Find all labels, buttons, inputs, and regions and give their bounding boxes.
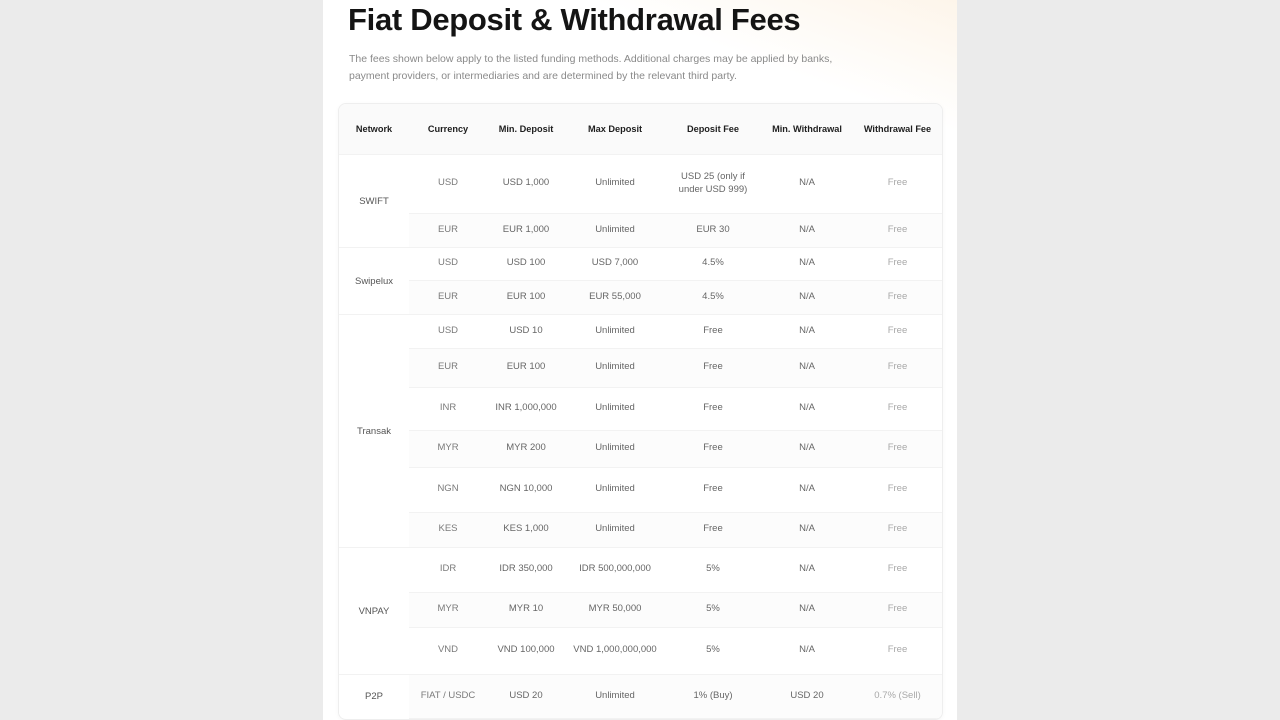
cell-max-deposit: Unlimited <box>595 177 635 189</box>
cell-min-withdrawal: N/A <box>799 603 815 615</box>
page-description: The fees shown below apply to the listed funding methods. Additional charges may be applied by banks, payment providers, or intermediaries and are determined by the relevant third party. <box>349 53 833 82</box>
row-divider <box>409 467 942 468</box>
cell-min-deposit: EUR 100 <box>506 290 546 302</box>
cell-currency: IDR <box>439 563 457 575</box>
cell-deposit-fee: 5% <box>706 644 720 656</box>
cell-min-deposit: MYR 10 <box>508 603 544 615</box>
table-row <box>339 314 942 348</box>
row-divider <box>409 213 942 214</box>
cell-withdrawal-fee: Free <box>887 483 908 495</box>
cell-deposit-fee: Free <box>703 442 723 454</box>
cell-withdrawal-fee: Free <box>887 257 908 269</box>
table-row <box>339 387 942 430</box>
cell-max-deposit: Unlimited <box>595 361 635 373</box>
row-divider <box>409 718 942 719</box>
table-header-row <box>339 104 942 154</box>
cell-max-deposit: Unlimited <box>595 324 635 336</box>
cell-withdrawal-fee: Free <box>887 644 908 656</box>
cell-min-withdrawal: N/A <box>799 257 815 269</box>
header-deposit-fee: Deposit Fee <box>686 123 740 134</box>
row-divider <box>409 280 942 281</box>
cell-withdrawal-fee: Free <box>887 563 908 575</box>
cell-currency: EUR <box>437 223 459 235</box>
header-withdrawal-fee: Withdrawal Fee <box>863 123 932 134</box>
cell-max-deposit: Unlimited <box>595 442 635 454</box>
page-title: Fiat Deposit & Withdrawal Fees <box>348 2 801 37</box>
table-row <box>339 627 942 674</box>
table-row <box>339 154 942 213</box>
cell-min-withdrawal: N/A <box>799 402 815 414</box>
cell-max-deposit: USD 7,000 <box>591 257 639 269</box>
cell-withdrawal-fee: Free <box>887 523 908 535</box>
cell-min-withdrawal: N/A <box>799 361 815 373</box>
header-max-deposit: Max Deposit <box>587 123 643 134</box>
cell-max-deposit: Unlimited <box>595 689 635 701</box>
cell-withdrawal-fee: Free <box>887 442 908 454</box>
cell-min-deposit: EUR 1,000 <box>502 223 550 235</box>
cell-withdrawal-fee: Free <box>887 603 908 615</box>
cell-deposit-fee: 1% (Buy) <box>693 689 733 701</box>
row-divider <box>409 592 942 593</box>
cell-min-deposit: MYR 200 <box>506 442 546 454</box>
cell-deposit-fee <box>665 154 761 213</box>
cell-currency: USD <box>437 177 459 189</box>
cell-min-withdrawal: N/A <box>799 177 815 189</box>
table-row <box>339 280 942 314</box>
row-divider <box>409 627 942 628</box>
cell-withdrawal-fee: Free <box>887 361 908 373</box>
row-divider <box>339 674 942 675</box>
cell-deposit-fee: Free <box>703 324 723 336</box>
cell-deposit-fee: 4.5% <box>702 290 724 302</box>
header-network: Network <box>355 123 393 134</box>
row-divider <box>409 512 942 513</box>
table-row <box>339 512 942 547</box>
cell-min-deposit: INR 1,000,000 <box>495 402 557 414</box>
row-divider <box>409 348 942 349</box>
network-cell: Swipelux <box>339 248 409 314</box>
cell-currency: KES <box>438 523 458 535</box>
cell-currency: MYR <box>437 603 459 615</box>
row-divider <box>339 154 942 155</box>
table-row <box>339 467 942 512</box>
cell-deposit-fee: Free <box>703 361 723 373</box>
cell-currency: USD <box>437 324 459 336</box>
cell-currency: VND <box>437 644 459 656</box>
cell-min-deposit: VND 100,000 <box>497 644 555 656</box>
cell-currency: USD <box>437 257 459 269</box>
cell-deposit-fee: Free <box>703 402 723 414</box>
cell-withdrawal-fee: Free <box>887 177 908 189</box>
header-min-withdrawal: Min. Withdrawal <box>772 123 842 134</box>
cell-min-withdrawal: N/A <box>799 644 815 656</box>
table-row <box>339 213 942 247</box>
cell-min-deposit: USD 10 <box>509 324 543 336</box>
cell-max-deposit: IDR 500,000,000 <box>579 563 651 575</box>
cell-withdrawal-fee: Free <box>887 223 908 235</box>
cell-max-deposit: EUR 55,000 <box>589 290 641 302</box>
row-divider <box>339 547 942 548</box>
cell-currency: EUR <box>437 290 459 302</box>
cell-min-deposit: IDR 350,000 <box>499 563 553 575</box>
cell-currency: INR <box>439 402 457 414</box>
table-row <box>339 348 942 387</box>
cell-withdrawal-fee: 0.7% (Sell) <box>874 689 921 701</box>
network-cell: P2P <box>339 675 409 718</box>
cell-min-withdrawal: N/A <box>799 290 815 302</box>
table-row <box>339 592 942 627</box>
cell-min-deposit: USD 100 <box>506 257 546 269</box>
fees-table <box>338 103 943 720</box>
cell-currency: NGN <box>437 483 459 495</box>
cell-currency: FIAT / USDC <box>420 689 476 701</box>
cell-min-deposit: USD 20 <box>509 689 543 701</box>
cell-withdrawal-fee: Free <box>887 324 908 336</box>
cell-deposit-fee-text: USD 25 (only if under USD 999) <box>678 171 748 195</box>
row-divider <box>339 247 942 248</box>
cell-min-deposit: EUR 100 <box>506 361 546 373</box>
cell-max-deposit: Unlimited <box>595 483 635 495</box>
cell-deposit-fee: 5% <box>706 563 720 575</box>
fees-page <box>323 0 957 720</box>
cell-deposit-fee: EUR 30 <box>696 223 730 235</box>
row-divider <box>339 314 942 315</box>
table-row <box>339 547 942 592</box>
cell-deposit-fee: 5% <box>706 603 720 615</box>
cell-min-deposit: USD 1,000 <box>502 177 550 189</box>
cell-min-withdrawal: N/A <box>799 324 815 336</box>
cell-min-withdrawal: USD 20 <box>790 689 824 701</box>
cell-min-deposit: NGN 10,000 <box>499 483 553 495</box>
cell-deposit-fee: Free <box>703 483 723 495</box>
table-row <box>339 247 942 280</box>
cell-currency: EUR <box>437 361 459 373</box>
cell-min-withdrawal: N/A <box>799 442 815 454</box>
cell-deposit-fee: 4.5% <box>702 257 724 269</box>
cell-max-deposit: MYR 50,000 <box>588 603 642 615</box>
table-row <box>339 674 942 718</box>
cell-min-withdrawal: N/A <box>799 563 815 575</box>
row-divider <box>409 430 942 431</box>
cell-max-deposit: Unlimited <box>595 223 635 235</box>
header-min-deposit: Min. Deposit <box>498 123 554 134</box>
cell-max-deposit: VND 1,000,000,000 <box>573 644 657 656</box>
cell-max-deposit: Unlimited <box>595 402 635 414</box>
cell-max-deposit: Unlimited <box>595 523 635 535</box>
cell-min-withdrawal: N/A <box>799 223 815 235</box>
cell-withdrawal-fee: Free <box>887 402 908 414</box>
table-row <box>339 430 942 467</box>
network-cell: VNPAY <box>339 548 409 674</box>
cell-withdrawal-fee: Free <box>887 290 908 302</box>
cell-deposit-fee: Free <box>703 523 723 535</box>
header-currency: Currency <box>427 123 469 134</box>
cell-min-withdrawal: N/A <box>799 483 815 495</box>
network-cell: Transak <box>339 315 409 547</box>
cell-min-withdrawal: N/A <box>799 523 815 535</box>
row-divider <box>409 387 942 388</box>
network-cell: SWIFT <box>339 155 409 247</box>
cell-min-deposit: KES 1,000 <box>503 523 549 535</box>
cell-currency: MYR <box>437 442 459 454</box>
